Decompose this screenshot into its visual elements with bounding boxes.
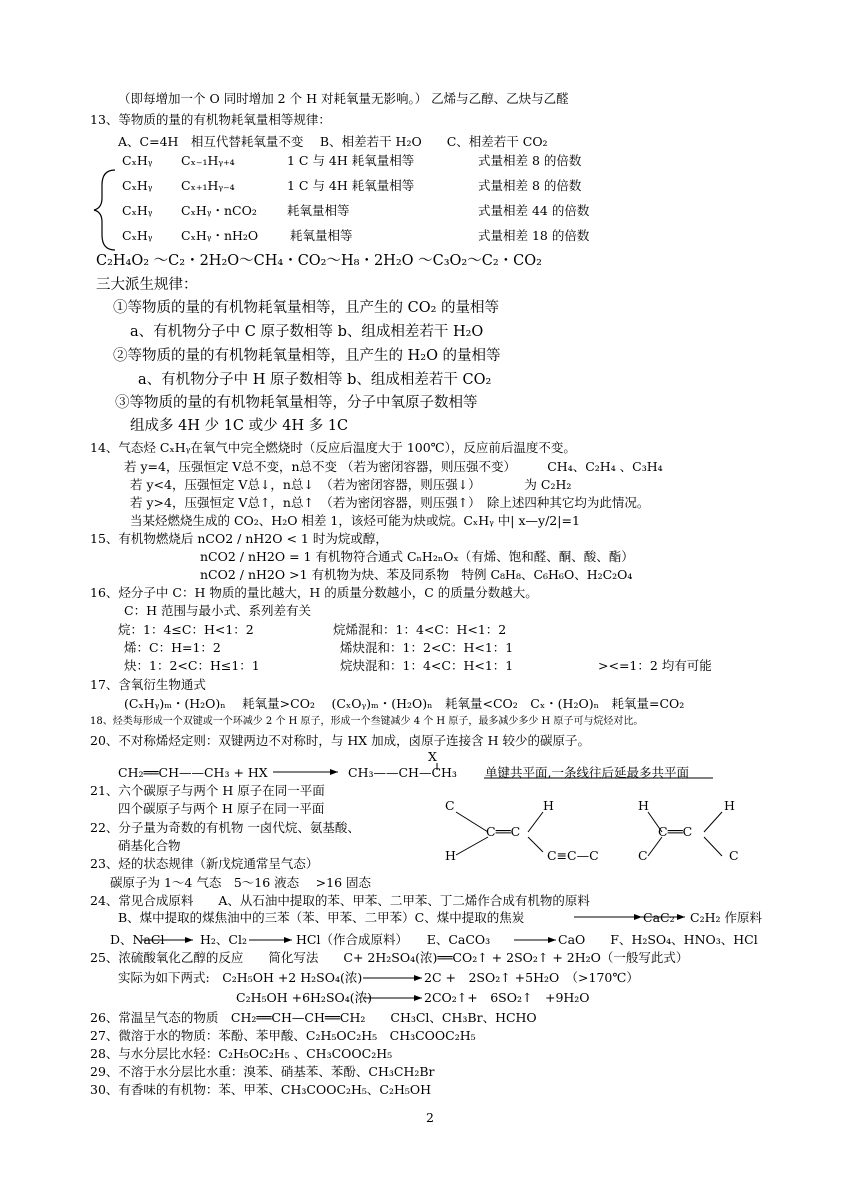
text-line: 四个碳原子与两个 H 原子在同一平面 xyxy=(118,801,325,816)
atom-label: H xyxy=(638,798,649,813)
text-line: a、有机物分子中 C 原子数相等 b、组成相差若干 H₂O xyxy=(130,324,484,340)
heading-21: 21、六个碳原子与两个 H 原子在同一平面 xyxy=(90,783,325,798)
heading-13: 13、等物质的量的有机物耗氧量相等规律： xyxy=(90,112,331,127)
text-line: C：H 范围与最小式、系列差有关 xyxy=(124,603,311,618)
heading-17: 17、含氧衍生物通式 xyxy=(90,677,206,692)
product: C₂H₂ 作原料 xyxy=(690,910,762,925)
heading-29: 29、不溶于水分层比水重：溴苯、硝基苯、苯酚、CH₃CH₂Br xyxy=(90,1064,435,1079)
ratio-text: 烷烯混和：1：4<C：H<1：2 xyxy=(333,622,507,637)
text-line: C₂H₄O₂ ～C₂・2H₂O～CH₄・CO₂～H₈・2H₂O ～C₃O₂～C₂・CO₂ xyxy=(96,253,542,269)
rule-text: 1 C 与 4H 耗氧量相等 xyxy=(287,178,415,193)
text-line: （即每增加一个 O 同时增加 2 个 H 对耗氧量无影响。） 乙烯与乙醇、乙炔与乙醛 xyxy=(118,91,569,106)
page-number: 2 xyxy=(426,1110,434,1125)
bond-line xyxy=(704,837,722,856)
product: H₂、Cl₂ xyxy=(200,932,247,947)
atom-label: C══C xyxy=(486,824,521,839)
heading-16: 16、烃分子中 C：H 物质的量比越大，H 的质量分数越小，C 的质量分数越大。 xyxy=(90,585,538,600)
rule-text: 式量相差 18 的倍数 xyxy=(478,228,590,243)
rule-text: 1 C 与 4H 耗氧量相等 xyxy=(287,153,415,168)
atom-label: C xyxy=(729,848,739,863)
heading-25: 25、浓硫酸氧化乙醇的反应 简化写法 C+ 2H₂SO₄(浓)══CO₂↑ + 2SO₂↑ + 2H₂O（一般写此式） xyxy=(90,950,689,965)
bond-line xyxy=(456,837,488,855)
text-line: nCO2 / nH2O >1 有机物为炔、苯及同系物 特例 C₈H₈、C₆H₆O、H₂C₂O₄ xyxy=(200,567,633,582)
halogen-label: X xyxy=(428,749,437,764)
text-line: 硝基化合物 xyxy=(118,838,181,853)
text-line: 三大派生规律： xyxy=(96,277,198,293)
reactant: CH₂══CH——CH₃ + HX xyxy=(118,765,268,780)
bond-line xyxy=(456,812,488,832)
text-line: 若 y<4，压强恒定 V总↓，n总↓ （若为密闭容器，则压强↓） 为 C₂H₂ xyxy=(130,477,572,492)
text-line: ②等物质的量的有机物耗氧量相等，且产生的 H₂O 的量相等 xyxy=(113,348,501,364)
reactant: C₂H₅OH +6H₂SO₄(浓) xyxy=(236,990,373,1005)
product: 2C + 2SO₂↑ +5H₂O （>170℃） xyxy=(424,970,639,985)
ratio-text: 烯炔混和：1：2<C：H<1：1 xyxy=(340,640,514,655)
formula: CₓHᵧ xyxy=(122,153,153,168)
product: CH₃——CH—CH₃ xyxy=(348,765,457,780)
formula: Cₓ₊₁Hᵧ₋₄ xyxy=(181,178,235,193)
formula: CₓHᵧ xyxy=(122,203,153,218)
ratio-text: 烷炔混和：1：4<C：H<1：1 xyxy=(340,658,514,673)
formula: Cₓ₋₁Hᵧ₊₄ xyxy=(181,153,235,168)
text-line: 碳原子为 1～4 气态 5～16 液态 >16 固态 xyxy=(110,875,372,890)
reactant: 实际为如下两式: C₂H₅OH +2 H₂SO₄(浓) xyxy=(118,970,363,985)
note-18: 18、烃类每形成一个双键或一个环减少 2 个 H 原子，形成一个叁键减少 4 个 H 原子，最多减少多少 H 原子可与烷烃对比。 xyxy=(90,716,644,727)
text-line: 组成多 4H 少 1C 或少 4H 多 1C xyxy=(130,418,349,434)
rule-text: 式量相差 8 的倍数 xyxy=(478,178,582,193)
bond-line xyxy=(528,837,543,852)
heading-26: 26、常温呈气态的物质 CH₂══CH—CH══CH₂ CH₃Cl、CH₃Br、HCHO xyxy=(90,1010,537,1025)
reactant: D、NaCl xyxy=(110,932,165,947)
ratio-text: 炔：1：2<C：H≤1：1 xyxy=(124,658,260,673)
atom-label: H xyxy=(445,848,456,863)
text-line: ①等物质的量的有机物耗氧量相等，且产生的 CO₂ 的量相等 xyxy=(113,300,500,316)
rule-text: 式量相差 8 的倍数 xyxy=(478,153,582,168)
heading-14: 14、气态烃 CₓHᵧ在氧气中完全燃烧时（反应后温度大于 100℃），反应前后温度不变。 xyxy=(90,440,576,455)
heading-28: 28、与水分层比水轻：C₂H₅OC₂H₅ 、CH₃COOC₂H₅ xyxy=(90,1046,393,1061)
atom-label: H xyxy=(543,798,554,813)
atom-label: C≡C—C xyxy=(547,848,599,863)
text-line: 若 y>4，压强恒定 V总↑，n总↑ （若为密闭容器，则压强↑） 除上述四种其它均为此情况。 xyxy=(130,495,650,510)
rule-text: 耗氧量相等 xyxy=(290,228,353,243)
formula: CₓHᵧ・nH₂O xyxy=(181,228,259,243)
ratio-text: ><=1：2 均有可能 xyxy=(598,658,712,673)
text-line: 当某烃燃烧生成的 CO₂、H₂O 相差 1，该烃可能为炔或烷。CₓHᵧ 中| x—y/2|=1 xyxy=(130,513,580,528)
atom-label: C══C xyxy=(658,824,693,839)
rule-text: 耗氧量相等 xyxy=(287,203,350,218)
product: HCl（作合成原料） E、CaCO₃ xyxy=(296,932,491,947)
heading-15: 15、有机物燃烧后 nCO2 / nH2O < 1 时为烷或醇， xyxy=(90,531,388,546)
product: CaO F、H₂SO₄、HNO₃、HCl xyxy=(558,932,758,947)
rule-text: 式量相差 44 的倍数 xyxy=(478,203,590,218)
formula: CₓHᵧ xyxy=(122,178,153,193)
curly-brace xyxy=(94,170,115,250)
atom-label: C xyxy=(638,848,648,863)
bond-line xyxy=(704,812,722,832)
ratio-text: 烯：C：H=1：2 xyxy=(124,640,221,655)
text-line: A、C=4H 相互代替耗氧量不变 B、相差若干 H₂O C、相差若干 CO₂ xyxy=(118,134,548,149)
text-line: a、有机物分子中 H 原子数相等 b、组成相差若干 CO₂ xyxy=(138,372,492,388)
heading-20: 20、不对称烯烃定则：双键两边不对称时，与 HX 加成，卤原子连接含 H 较少的碳原子。 xyxy=(90,733,591,748)
product: CaC₂ xyxy=(643,910,675,925)
product: 2CO₂↑+ 6SO₂↑ +9H₂O xyxy=(424,990,590,1005)
heading-22: 22、分子量为奇数的有机物 一卤代烷、氨基酸、 xyxy=(90,820,360,835)
heading-27: 27、微溶于水的物质：苯酚、苯甲酸、C₂H₅OC₂H₅ CH₃COOC₂H₅ xyxy=(90,1028,476,1043)
heading-30: 30、有香味的有机物：苯、甲苯、CH₃COOC₂H₅、C₂H₅OH xyxy=(90,1082,432,1097)
formula: CₓHᵧ・nCO₂ xyxy=(181,203,257,218)
text-line: B、煤中提取的煤焦油中的三苯（苯、甲苯、二甲苯）C、煤中提取的焦炭 xyxy=(118,910,525,925)
text-line: 若 y=4，压强恒定 V总不变，n总不变 （若为密闭容器，则压强不变） CH₄、C₂H₄ 、C₃H₄ xyxy=(124,459,663,474)
atom-label: C xyxy=(445,798,455,813)
heading-24: 24、常见合成原料 A、从石油中提取的苯、甲苯、二甲苯、丁二烯作合成有机物的原料 xyxy=(90,893,590,908)
note-text: 单键共平面,一条线往后延最多共平面 xyxy=(485,765,689,780)
bond-line xyxy=(528,812,543,832)
text-line: nCO2 / nH2O = 1 有机物符合通式 CₙH₂ₙOₓ（有烯、饱和醛、酮、酸、酯） xyxy=(200,549,634,564)
ratio-text: 烷：1：4≤C：H<1：2 xyxy=(118,622,254,637)
heading-23: 23、烃的状态规律（新戊烷通常呈气态） xyxy=(90,856,319,871)
atom-label: H xyxy=(724,798,735,813)
text-line: ③等物质的量的有机物耗氧量相等，分子中氧原子数相等 xyxy=(115,395,478,411)
text-line: (CₓHᵧ)ₘ・(H₂O)ₙ 耗氧量>CO₂ (CₓOᵧ)ₘ・(H₂O)ₙ 耗氧量<CO₂ Cₓ・(H₂O)ₙ 耗氧量=CO₂ xyxy=(124,696,685,711)
formula: CₓHᵧ xyxy=(122,228,153,243)
